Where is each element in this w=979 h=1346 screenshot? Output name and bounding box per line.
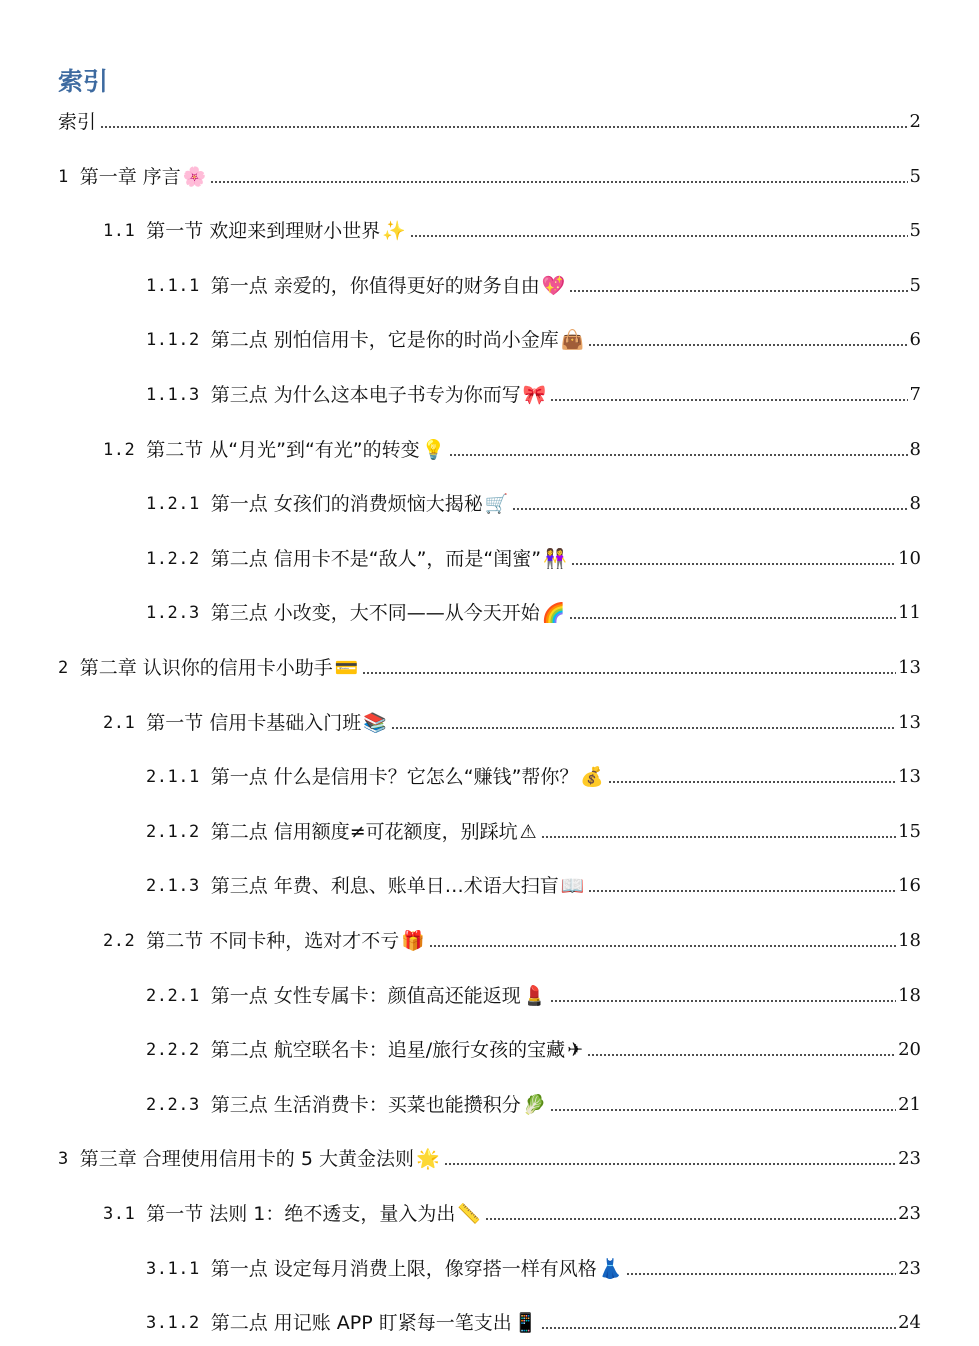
dot-leader — [608, 781, 896, 783]
toc-entry-number: 2.2 — [103, 931, 136, 951]
toc-entry-title: 第一节 信用卡基础入门班 — [146, 711, 362, 734]
toc-entry[interactable] — [58, 654, 921, 682]
toc-entry[interactable] — [146, 545, 921, 573]
emoji-icon: 👜 — [560, 329, 585, 352]
toc-page-number: 20 — [898, 1039, 921, 1061]
dot-leader — [588, 344, 907, 346]
dot-leader — [569, 617, 896, 619]
dot-leader — [444, 1163, 896, 1165]
dot-leader — [550, 1000, 896, 1002]
toc-entry[interactable] — [58, 108, 921, 136]
toc-entry-number: 2.2.2 — [146, 1040, 200, 1061]
toc-entry-title: 第二节 从“月光”到“有光”的转变 — [146, 438, 420, 461]
toc-page-number: 23 — [898, 1148, 921, 1170]
toc-entry-number: 1.2 — [103, 439, 136, 460]
dot-leader — [541, 836, 896, 838]
toc-page-number: 16 — [898, 875, 921, 897]
toc-entry-number: 3 — [58, 1149, 69, 1170]
emoji-icon: 📏 — [457, 1203, 482, 1225]
toc-entry-title: 第一节 法则 1：绝不透支，量入为出 — [146, 1203, 456, 1225]
emoji-icon: 🌈 — [541, 602, 566, 625]
dot-leader — [410, 235, 908, 237]
toc-entry-number: 2.1.3 — [146, 876, 200, 897]
toc-entry[interactable] — [146, 326, 921, 354]
toc-entry[interactable] — [146, 763, 921, 791]
emoji-icon: 🌸 — [182, 165, 207, 188]
dot-leader — [550, 399, 907, 401]
toc-entry-number: 2.2.3 — [146, 1094, 200, 1115]
toc-entry-number: 2.2.1 — [146, 985, 200, 1006]
toc-entry-title: 索引 — [58, 111, 97, 133]
toc-entry-number: 2.1.2 — [146, 821, 200, 842]
dot-leader — [588, 890, 896, 892]
dot-leader — [100, 126, 908, 128]
toc-entry-title: 第二点 信用卡不是“敌人”，而是“闺蜜” — [210, 547, 542, 570]
dot-leader — [362, 672, 896, 674]
dot-leader — [569, 290, 907, 292]
toc-entry[interactable] — [58, 1145, 921, 1173]
toc-page-number: 13 — [898, 657, 921, 678]
emoji-icon: ✨ — [382, 220, 406, 243]
dot-leader — [571, 563, 896, 565]
emoji-icon: 🎀 — [522, 384, 547, 406]
toc-entry[interactable] — [146, 272, 921, 300]
emoji-icon: 📱 — [513, 1312, 538, 1335]
toc-entry[interactable] — [146, 1255, 921, 1283]
toc-entry-title: 第一节 欢迎来到理财小世界 — [146, 220, 381, 243]
toc-entry-title: 第二节 不同卡种，选对才不亏 — [146, 930, 400, 952]
toc-entry-number: 1.1.3 — [146, 385, 200, 405]
toc-entry[interactable] — [146, 381, 921, 409]
toc-page-number: 8 — [909, 438, 921, 460]
toc-entry[interactable] — [146, 1091, 921, 1119]
toc-entry-title: 第一章 序言 — [79, 165, 181, 188]
toc-entry[interactable] — [103, 709, 921, 737]
toc-entry-number: 2 — [58, 658, 69, 678]
emoji-icon: 👭 — [543, 547, 567, 570]
toc-entry-title: 第二章 认识你的信用卡小助手 — [79, 657, 333, 679]
toc-entry-number: 1.2.3 — [146, 603, 200, 624]
toc-page-number: 2 — [909, 111, 921, 132]
toc-entry[interactable] — [103, 217, 921, 245]
toc-entry[interactable] — [103, 1200, 921, 1228]
toc-entry-number: 2.1 — [103, 712, 136, 733]
toc-entry-number: 3.1.1 — [146, 1258, 200, 1279]
emoji-icon: 🛒 — [484, 493, 509, 516]
toc-entry-title: 第三点 小改变，大不同——从今天开始 — [210, 602, 540, 625]
dot-leader — [391, 727, 896, 729]
toc-entry-number: 2.1.1 — [146, 767, 200, 788]
emoji-icon: 🎁 — [401, 930, 425, 952]
dot-leader — [550, 1109, 896, 1111]
toc-page-number: 5 — [909, 165, 921, 187]
toc-page-number: 15 — [898, 820, 921, 842]
dot-leader — [541, 1327, 896, 1329]
toc-entry-title: 第三点 年费、利息、账单日…术语大扫盲 — [210, 875, 559, 898]
emoji-icon: 💡 — [421, 438, 446, 461]
toc-page-number: 5 — [909, 220, 921, 242]
toc-page-number: 8 — [909, 493, 921, 515]
dot-leader — [449, 454, 907, 456]
toc-entry-title: 第二点 航空联名卡：追星/旅行女孩的宝藏 — [210, 1039, 566, 1062]
toc-entry-number: 3.1 — [103, 1204, 136, 1224]
dot-leader — [512, 508, 907, 510]
emoji-icon: 🌟 — [415, 1148, 440, 1171]
dot-leader — [429, 945, 896, 947]
dot-leader — [485, 1218, 896, 1220]
toc-entry-title: 第一点 亲爱的，你值得更好的财务自由 — [210, 274, 540, 297]
emoji-icon: ⚠ — [519, 820, 537, 843]
emoji-icon: 💳 — [334, 657, 359, 679]
toc-page-number: 18 — [898, 930, 921, 951]
emoji-icon: 🥬 — [522, 1093, 547, 1116]
page-heading: 索引 — [58, 67, 109, 96]
emoji-icon: 💄 — [522, 984, 547, 1007]
toc-entry[interactable] — [103, 436, 921, 464]
toc-entry[interactable] — [146, 1036, 921, 1064]
toc-page-number: 23 — [898, 1257, 921, 1279]
toc-entry[interactable] — [146, 1309, 921, 1337]
toc-entry-title: 第二点 用记账 APP 盯紧每一笔支出 — [210, 1312, 512, 1335]
toc-page-number: 24 — [898, 1312, 921, 1334]
toc-page-number: 13 — [898, 766, 921, 788]
toc-entry-number: 1 — [58, 166, 69, 187]
toc-entry-number: 1.1 — [103, 221, 136, 242]
toc-entry-number: 1.1.2 — [146, 330, 200, 351]
toc-entry-title: 第一点 女性专属卡：颜值高还能返现 — [210, 984, 521, 1007]
toc-page-number: 5 — [909, 274, 921, 296]
toc-entry-title: 第一点 女孩们的消费烦恼大揭秘 — [210, 493, 483, 516]
toc-entry[interactable] — [146, 490, 921, 518]
toc-entry[interactable] — [146, 599, 921, 627]
emoji-icon: 📖 — [560, 875, 585, 898]
toc-entry-title: 第一点 什么是信用卡？它怎么“赚钱”帮你？ — [210, 766, 579, 789]
toc-entry-title: 第二点 信用额度≠可花额度，别踩坑 — [210, 820, 518, 843]
emoji-icon: 👗 — [598, 1257, 623, 1280]
toc-entry-number: 1.2.1 — [146, 494, 200, 515]
toc-entry[interactable] — [146, 872, 921, 900]
toc-entry-title: 第三章 合理使用信用卡的 5 大黄金法则 — [79, 1148, 414, 1171]
toc-page-number: 23 — [898, 1203, 921, 1224]
toc-entry-title: 第三点 生活消费卡：买菜也能攒积分 — [210, 1093, 521, 1116]
dot-leader — [626, 1273, 896, 1275]
toc-entry-title: 第一点 设定每月消费上限，像穿搭一样有风格 — [210, 1257, 597, 1280]
toc-entry-title: 第三点 为什么这本电子书专为你而写 — [210, 384, 521, 406]
toc-page-number: 18 — [898, 984, 921, 1006]
toc-entry[interactable] — [146, 982, 921, 1010]
toc-page-number: 13 — [898, 711, 921, 733]
toc-entry-number: 1.2.2 — [146, 548, 200, 569]
emoji-icon: 📚 — [363, 711, 387, 734]
toc-entry-title: 第二点 别怕信用卡，它是你的时尚小金库 — [210, 329, 559, 352]
toc-entry-number: 3.1.2 — [146, 1313, 200, 1334]
toc-page-number: 6 — [909, 329, 921, 351]
toc-page-number: 21 — [898, 1093, 921, 1115]
toc-page-number: 10 — [898, 547, 921, 569]
toc-entry[interactable] — [103, 927, 921, 955]
toc-entry[interactable] — [58, 163, 921, 191]
toc-entry[interactable] — [146, 818, 921, 846]
emoji-icon: 💰 — [580, 766, 605, 789]
toc-entry-number: 1.1.1 — [146, 275, 200, 296]
dot-leader — [587, 1054, 896, 1056]
toc-page-number: 11 — [898, 602, 921, 624]
emoji-icon: ✈ — [567, 1039, 584, 1062]
toc-page-number: 7 — [909, 384, 921, 405]
dot-leader — [210, 181, 907, 183]
emoji-icon: 💖 — [541, 274, 566, 297]
